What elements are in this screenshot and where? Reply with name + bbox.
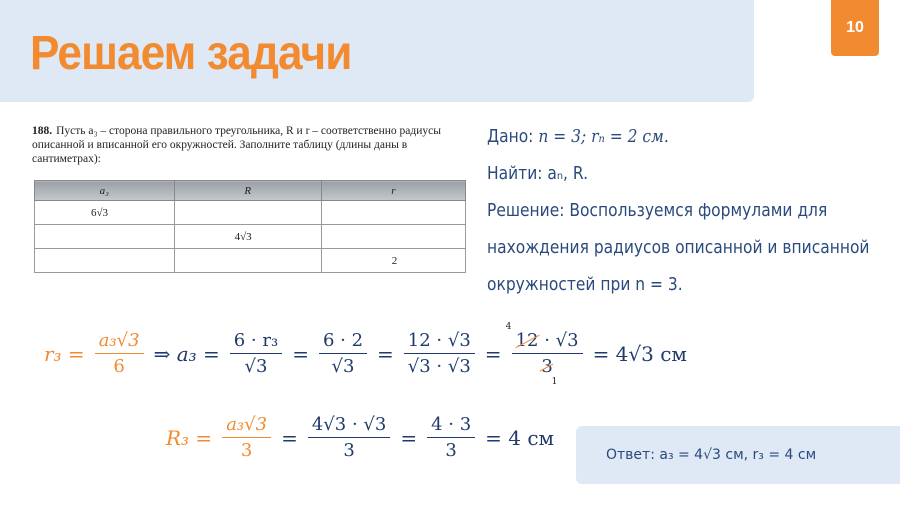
page-title: Решаем задачи — [30, 27, 352, 80]
answer-box — [576, 426, 900, 484]
problem-table — [34, 180, 466, 273]
cancel-result-top: 4 — [505, 322, 512, 332]
solution-line: Решение: Воспользуемся формулами для — [487, 200, 828, 221]
table-row — [35, 201, 466, 225]
table-cell — [321, 201, 465, 225]
table-cell — [321, 225, 465, 249]
formula-lhs: r₃ = — [44, 341, 85, 366]
formula-result: = 4√3 см — [592, 341, 687, 366]
table-cell — [35, 249, 175, 273]
table-cell: 4√3 — [174, 225, 321, 249]
cancel-result-bottom: 1 — [551, 377, 558, 387]
problem-statement: Пусть a₃ – сторона правильного треугольника, R и r – соответственно радиусы описанной и вписанной его окружностей. Заполните таблицу (длины даны в сантиметрах): — [32, 125, 441, 165]
find-line: Найти: aₙ, R. — [487, 163, 589, 184]
table-header: R — [174, 181, 321, 201]
fraction-cancelled: 4 12 · √3 3 1 — [512, 330, 583, 377]
given-block — [487, 118, 870, 303]
implies-expr: ⇒ a₃ = — [153, 341, 220, 366]
table-cell — [174, 249, 321, 273]
formula-result: = 4 см — [485, 425, 555, 450]
problem-number: 188. — [32, 125, 53, 137]
formula-lhs: R₃ = — [166, 425, 213, 450]
fraction: $\frac{\text{a₃√3}}{3}$ — [222, 414, 271, 461]
fraction: $\frac{4√3 \cdot √3}{3}$ — [308, 414, 390, 461]
table-header-row — [35, 181, 466, 201]
table-cell: 6√3 — [35, 201, 175, 225]
textbook-excerpt — [32, 124, 468, 276]
table-row — [35, 225, 466, 249]
table-header: a₃ — [35, 181, 175, 201]
answer-text: Ответ: a₃ = 4√3 см, r₃ = 4 см — [606, 447, 817, 463]
table-cell — [174, 201, 321, 225]
table-row — [35, 249, 466, 273]
problem-text — [32, 124, 468, 166]
formula-inradius: r₃ = $\frac{\text{a₃√3}}{6}$ ⇒ a₃ = $\frac{\text{6 · r₃}}{√3}$ = $\frac{6 \cdot 2}{√3}$ = $\frac{12 \cdot √3}{√3 \cdot √3}$ = 4 12 · √3 3 1 = 4√3 см — [44, 322, 687, 387]
fraction: $\frac{\text{6 · r₃}}{√3}$ — [230, 330, 282, 377]
table-cell: 2 — [321, 249, 465, 273]
given-values: n = 3; rₙ = 2 см. — [538, 126, 669, 147]
solution-line: окружностей при n = 3. — [487, 274, 683, 295]
fraction: $\frac{12 \cdot √3}{√3 \cdot √3}$ — [404, 330, 475, 377]
fraction: $\frac{\text{a₃√3}}{6}$ — [95, 330, 144, 377]
table-cell — [35, 225, 175, 249]
solution-line: нахождения радиусов описанной и вписанной — [487, 237, 870, 258]
fraction: $\frac{6 \cdot 2}{√3}$ — [319, 330, 367, 377]
formula-circumradius: R₃ = $\frac{\text{a₃√3}}{3}$ = $\frac{4√3 \cdot √3}{3}$ = $\frac{4 \cdot 3}{3}$ = 4 см — [166, 414, 555, 461]
table-header: r — [321, 181, 465, 201]
given-line: Дано: n = 3; rₙ = 2 см. — [487, 126, 669, 147]
fraction: $\frac{4 \cdot 3}{3}$ — [427, 414, 475, 461]
title-bar — [0, 0, 754, 102]
page-number-badge: 10 — [831, 0, 879, 56]
